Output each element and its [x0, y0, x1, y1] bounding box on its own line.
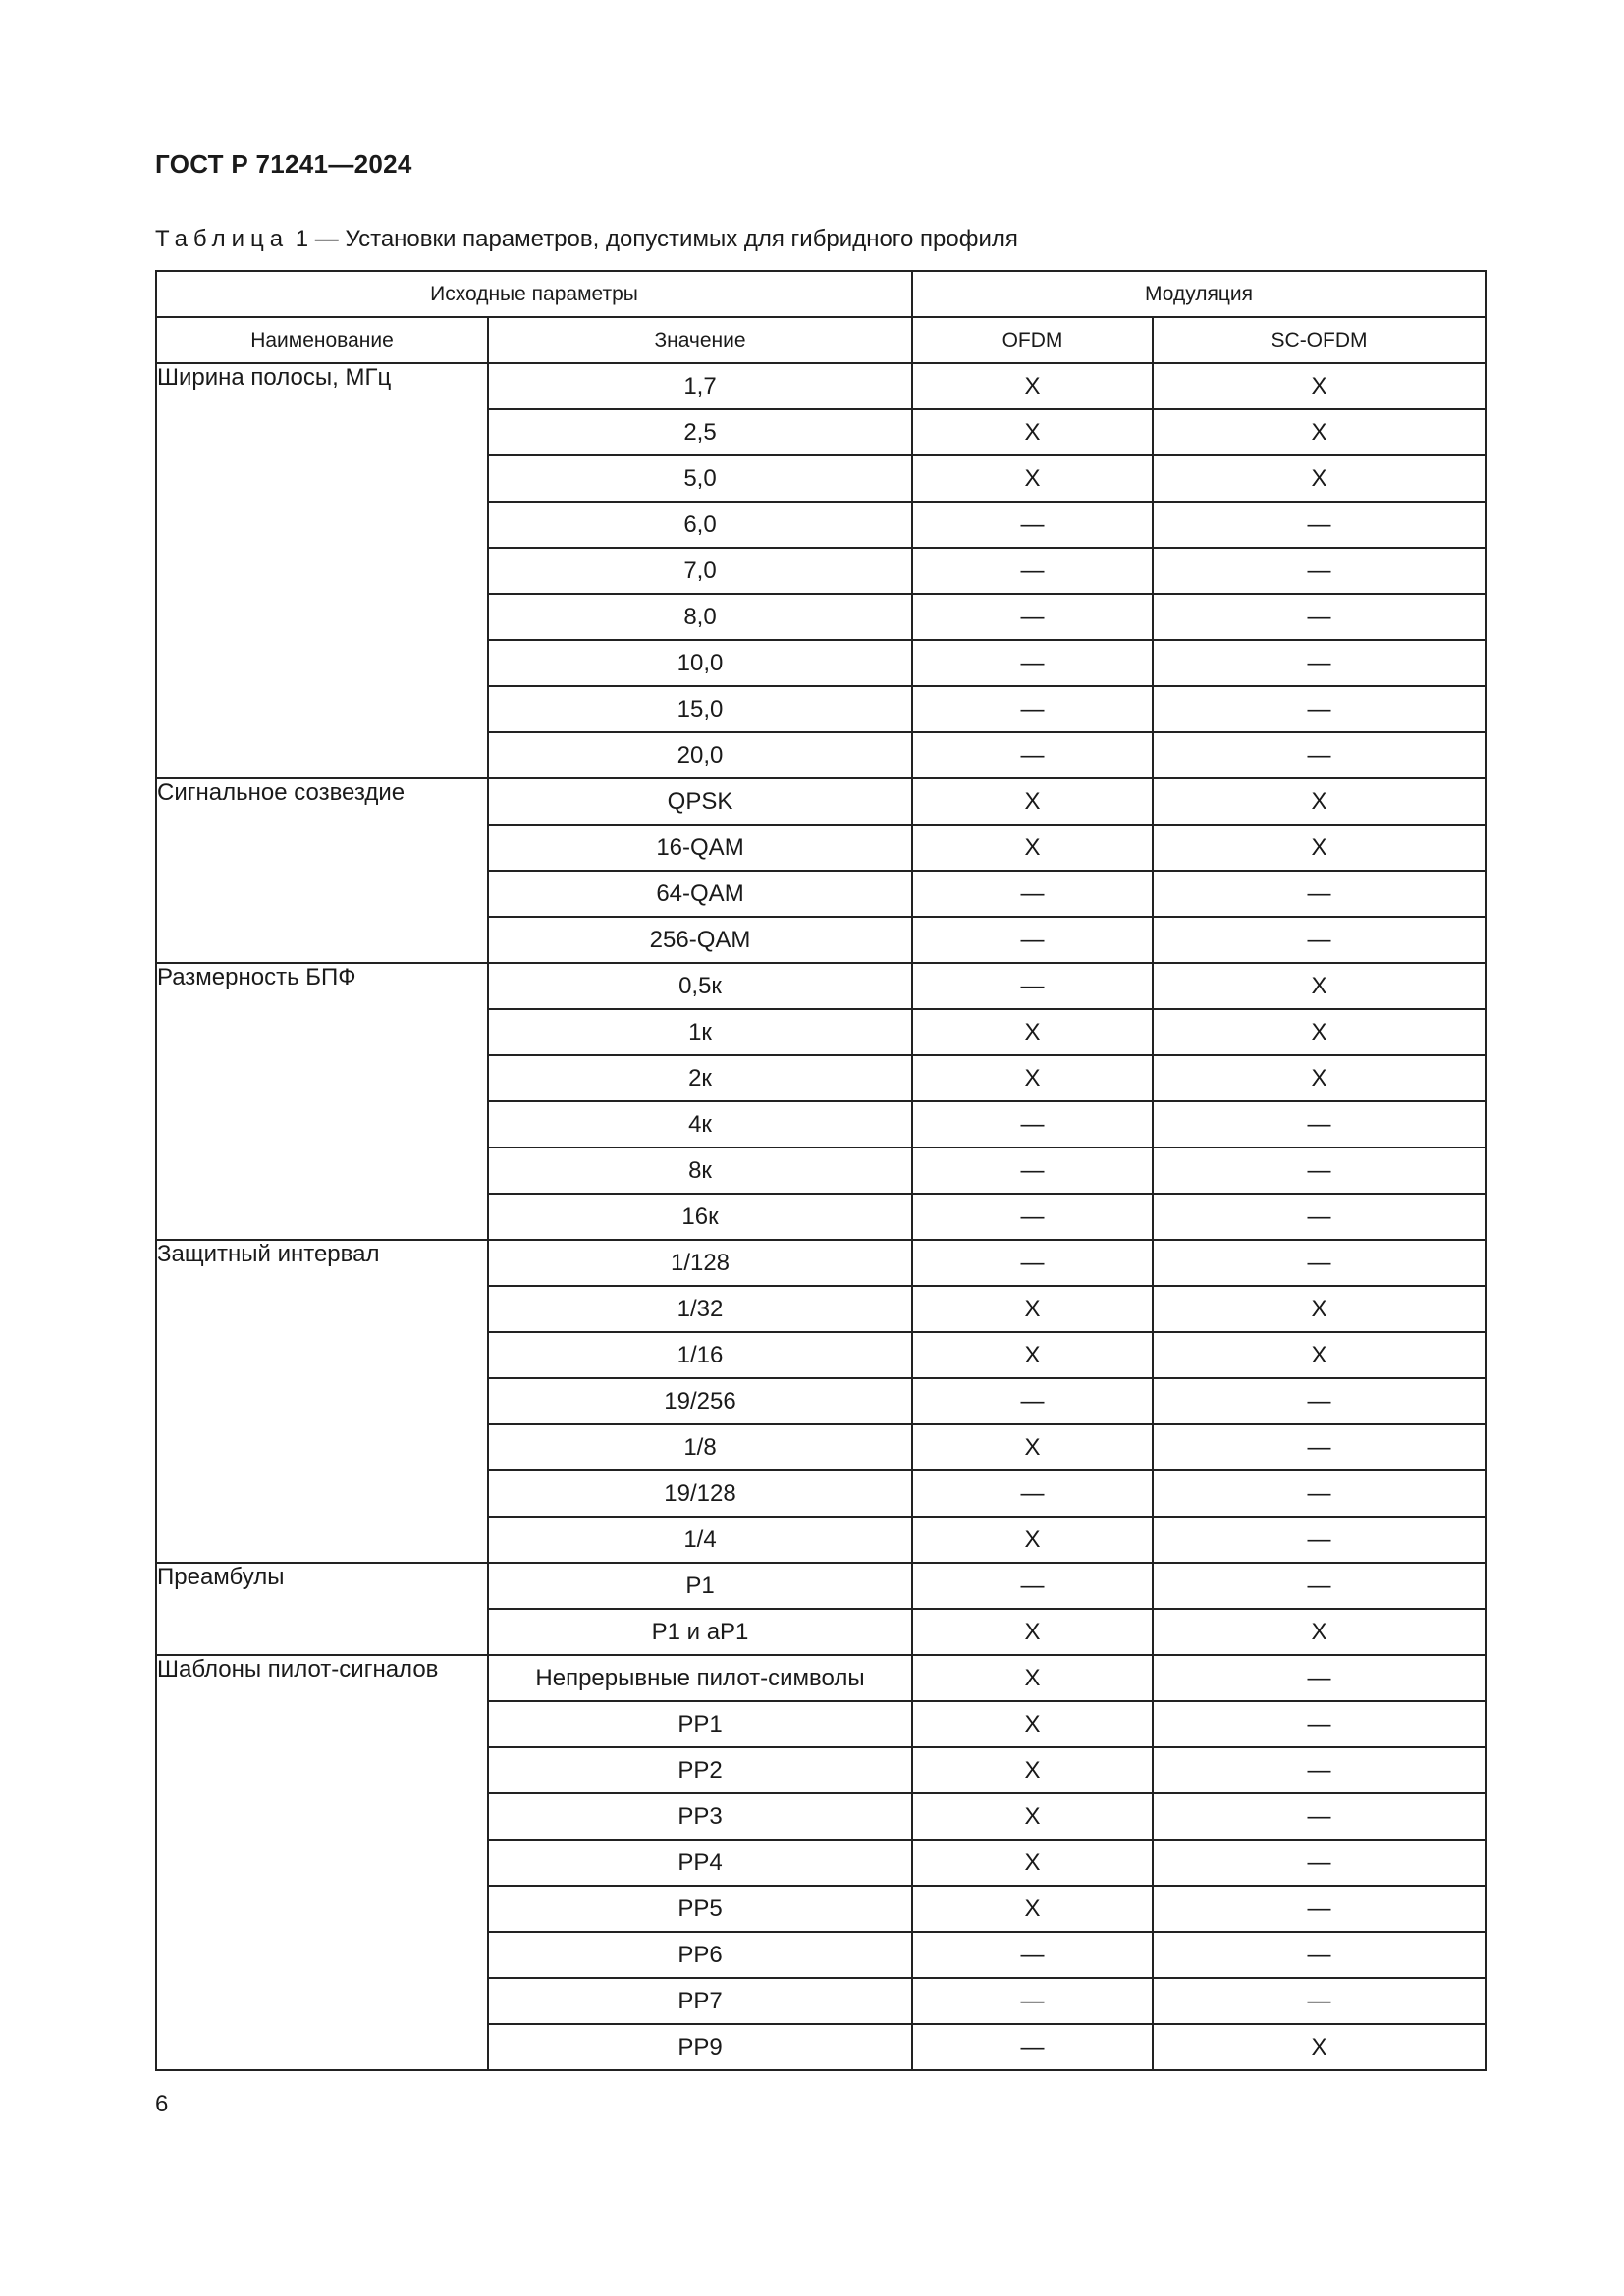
parameter-value: PP2 [488, 1747, 912, 1793]
ofdm-mark: X [912, 1655, 1153, 1701]
ofdm-mark: — [912, 2024, 1153, 2070]
ofdm-mark: — [912, 502, 1153, 548]
parameters-table [155, 270, 1487, 2071]
parameter-value: 4к [488, 1101, 912, 1148]
sc-ofdm-mark: X [1153, 2024, 1486, 2070]
sc-ofdm-mark: — [1153, 502, 1486, 548]
parameter-value: 1,7 [488, 363, 912, 409]
ofdm-mark: — [912, 1240, 1153, 1286]
header-ofdm: OFDM [912, 317, 1153, 363]
sc-ofdm-mark: — [1153, 1747, 1486, 1793]
header-sc-ofdm: SC-OFDM [1153, 317, 1486, 363]
parameter-group-name: Ширина полосы, МГц [156, 363, 488, 778]
ofdm-mark: X [912, 1517, 1153, 1563]
parameter-value: 1к [488, 1009, 912, 1055]
ofdm-mark: X [912, 1424, 1153, 1470]
ofdm-mark: — [912, 1563, 1153, 1609]
table-row [156, 1563, 1486, 1609]
ofdm-mark: — [912, 1148, 1153, 1194]
sc-ofdm-mark: X [1153, 1332, 1486, 1378]
parameter-group-name: Шаблоны пилот-сигналов [156, 1655, 488, 2070]
ofdm-mark: X [912, 409, 1153, 455]
sc-ofdm-mark: X [1153, 778, 1486, 825]
sc-ofdm-mark: — [1153, 1470, 1486, 1517]
parameter-value: P1 [488, 1563, 912, 1609]
sc-ofdm-mark: X [1153, 825, 1486, 871]
sc-ofdm-mark: — [1153, 1978, 1486, 2024]
sc-ofdm-mark: — [1153, 732, 1486, 778]
table-row [156, 363, 1486, 409]
ofdm-mark: — [912, 1932, 1153, 1978]
sc-ofdm-mark: X [1153, 1609, 1486, 1655]
ofdm-mark: — [912, 640, 1153, 686]
ofdm-mark: X [912, 778, 1153, 825]
parameter-value: 8к [488, 1148, 912, 1194]
sc-ofdm-mark: — [1153, 1563, 1486, 1609]
ofdm-mark: X [912, 455, 1153, 502]
parameter-value: 16-QAM [488, 825, 912, 871]
ofdm-mark: X [912, 1840, 1153, 1886]
sc-ofdm-mark: — [1153, 1793, 1486, 1840]
ofdm-mark: — [912, 1194, 1153, 1240]
ofdm-mark: X [912, 1886, 1153, 1932]
table-row [156, 778, 1486, 825]
ofdm-mark: X [912, 1055, 1153, 1101]
sc-ofdm-mark: X [1153, 963, 1486, 1009]
ofdm-mark: X [912, 1609, 1153, 1655]
sc-ofdm-mark: — [1153, 1886, 1486, 1932]
sc-ofdm-mark: — [1153, 594, 1486, 640]
page-number: 6 [155, 2091, 169, 2117]
parameter-value: P1 и aP1 [488, 1609, 912, 1655]
parameter-value: 1/4 [488, 1517, 912, 1563]
header-modulation: Модуляция [912, 271, 1486, 317]
parameter-group-name: Защитный интервал [156, 1240, 488, 1563]
sc-ofdm-mark: X [1153, 1055, 1486, 1101]
document-code: ГОСТ Р 71241—2024 [155, 149, 412, 179]
sc-ofdm-mark: — [1153, 917, 1486, 963]
ofdm-mark: — [912, 871, 1153, 917]
ofdm-mark: X [912, 1009, 1153, 1055]
parameter-value: 1/16 [488, 1332, 912, 1378]
parameter-group-name: Размерность БПФ [156, 963, 488, 1240]
sc-ofdm-mark: — [1153, 640, 1486, 686]
ofdm-mark: X [912, 1701, 1153, 1747]
parameter-value: 1/128 [488, 1240, 912, 1286]
parameter-value: PP9 [488, 2024, 912, 2070]
sc-ofdm-mark: — [1153, 1840, 1486, 1886]
ofdm-mark: — [912, 1978, 1153, 2024]
table-row [156, 1655, 1486, 1701]
parameter-value: 64-QAM [488, 871, 912, 917]
sc-ofdm-mark: — [1153, 871, 1486, 917]
sc-ofdm-mark: — [1153, 686, 1486, 732]
ofdm-mark: X [912, 825, 1153, 871]
sc-ofdm-mark: — [1153, 1701, 1486, 1747]
sc-ofdm-mark: X [1153, 363, 1486, 409]
sc-ofdm-mark: — [1153, 1101, 1486, 1148]
ofdm-mark: — [912, 594, 1153, 640]
parameter-value: 15,0 [488, 686, 912, 732]
ofdm-mark: — [912, 917, 1153, 963]
header-name: Наименование [156, 317, 488, 363]
table-row [156, 963, 1486, 1009]
parameter-value: 1/8 [488, 1424, 912, 1470]
ofdm-mark: — [912, 1470, 1153, 1517]
table-caption-label: Таблица [155, 226, 290, 252]
sc-ofdm-mark: X [1153, 409, 1486, 455]
parameter-value: PP4 [488, 1840, 912, 1886]
header-source-params: Исходные параметры [156, 271, 912, 317]
parameter-group-name: Сигнальное созвездие [156, 778, 488, 963]
ofdm-mark: X [912, 1747, 1153, 1793]
sc-ofdm-mark: — [1153, 1517, 1486, 1563]
table-caption [155, 226, 1018, 253]
parameter-value: 1/32 [488, 1286, 912, 1332]
parameter-value: 19/128 [488, 1470, 912, 1517]
sc-ofdm-mark: — [1153, 1378, 1486, 1424]
ofdm-mark: — [912, 963, 1153, 1009]
table-caption-text: 1 — Установки параметров, допустимых для гибридного профиля [289, 226, 1018, 252]
parameter-value: PP6 [488, 1932, 912, 1978]
ofdm-mark: X [912, 363, 1153, 409]
parameter-value: PP7 [488, 1978, 912, 2024]
ofdm-mark: — [912, 1101, 1153, 1148]
parameter-value: 20,0 [488, 732, 912, 778]
parameter-value: 0,5к [488, 963, 912, 1009]
parameter-value: 256-QAM [488, 917, 912, 963]
sc-ofdm-mark: — [1153, 1932, 1486, 1978]
parameter-value: PP5 [488, 1886, 912, 1932]
parameter-value: 16к [488, 1194, 912, 1240]
sc-ofdm-mark: — [1153, 1148, 1486, 1194]
parameter-value: 5,0 [488, 455, 912, 502]
ofdm-mark: — [912, 686, 1153, 732]
parameter-value: 7,0 [488, 548, 912, 594]
sc-ofdm-mark: X [1153, 455, 1486, 502]
ofdm-mark: X [912, 1286, 1153, 1332]
table-body [156, 363, 1486, 2070]
sc-ofdm-mark: — [1153, 1240, 1486, 1286]
sc-ofdm-mark: X [1153, 1286, 1486, 1332]
parameter-value: 19/256 [488, 1378, 912, 1424]
sc-ofdm-mark: — [1153, 1424, 1486, 1470]
ofdm-mark: — [912, 548, 1153, 594]
ofdm-mark: X [912, 1332, 1153, 1378]
sc-ofdm-mark: X [1153, 1009, 1486, 1055]
ofdm-mark: — [912, 732, 1153, 778]
parameter-value: PP3 [488, 1793, 912, 1840]
sc-ofdm-mark: — [1153, 1655, 1486, 1701]
sc-ofdm-mark: — [1153, 1194, 1486, 1240]
parameter-value: 2,5 [488, 409, 912, 455]
parameter-value: 8,0 [488, 594, 912, 640]
header-value: Значение [488, 317, 912, 363]
ofdm-mark: — [912, 1378, 1153, 1424]
parameter-value: QPSK [488, 778, 912, 825]
parameter-value: 2к [488, 1055, 912, 1101]
parameter-value: PP1 [488, 1701, 912, 1747]
parameter-group-name: Преамбулы [156, 1563, 488, 1655]
parameter-value: 6,0 [488, 502, 912, 548]
parameter-value: 10,0 [488, 640, 912, 686]
table-row [156, 1240, 1486, 1286]
parameter-value: Непрерывные пилот-символы [488, 1655, 912, 1701]
sc-ofdm-mark: — [1153, 548, 1486, 594]
ofdm-mark: X [912, 1793, 1153, 1840]
